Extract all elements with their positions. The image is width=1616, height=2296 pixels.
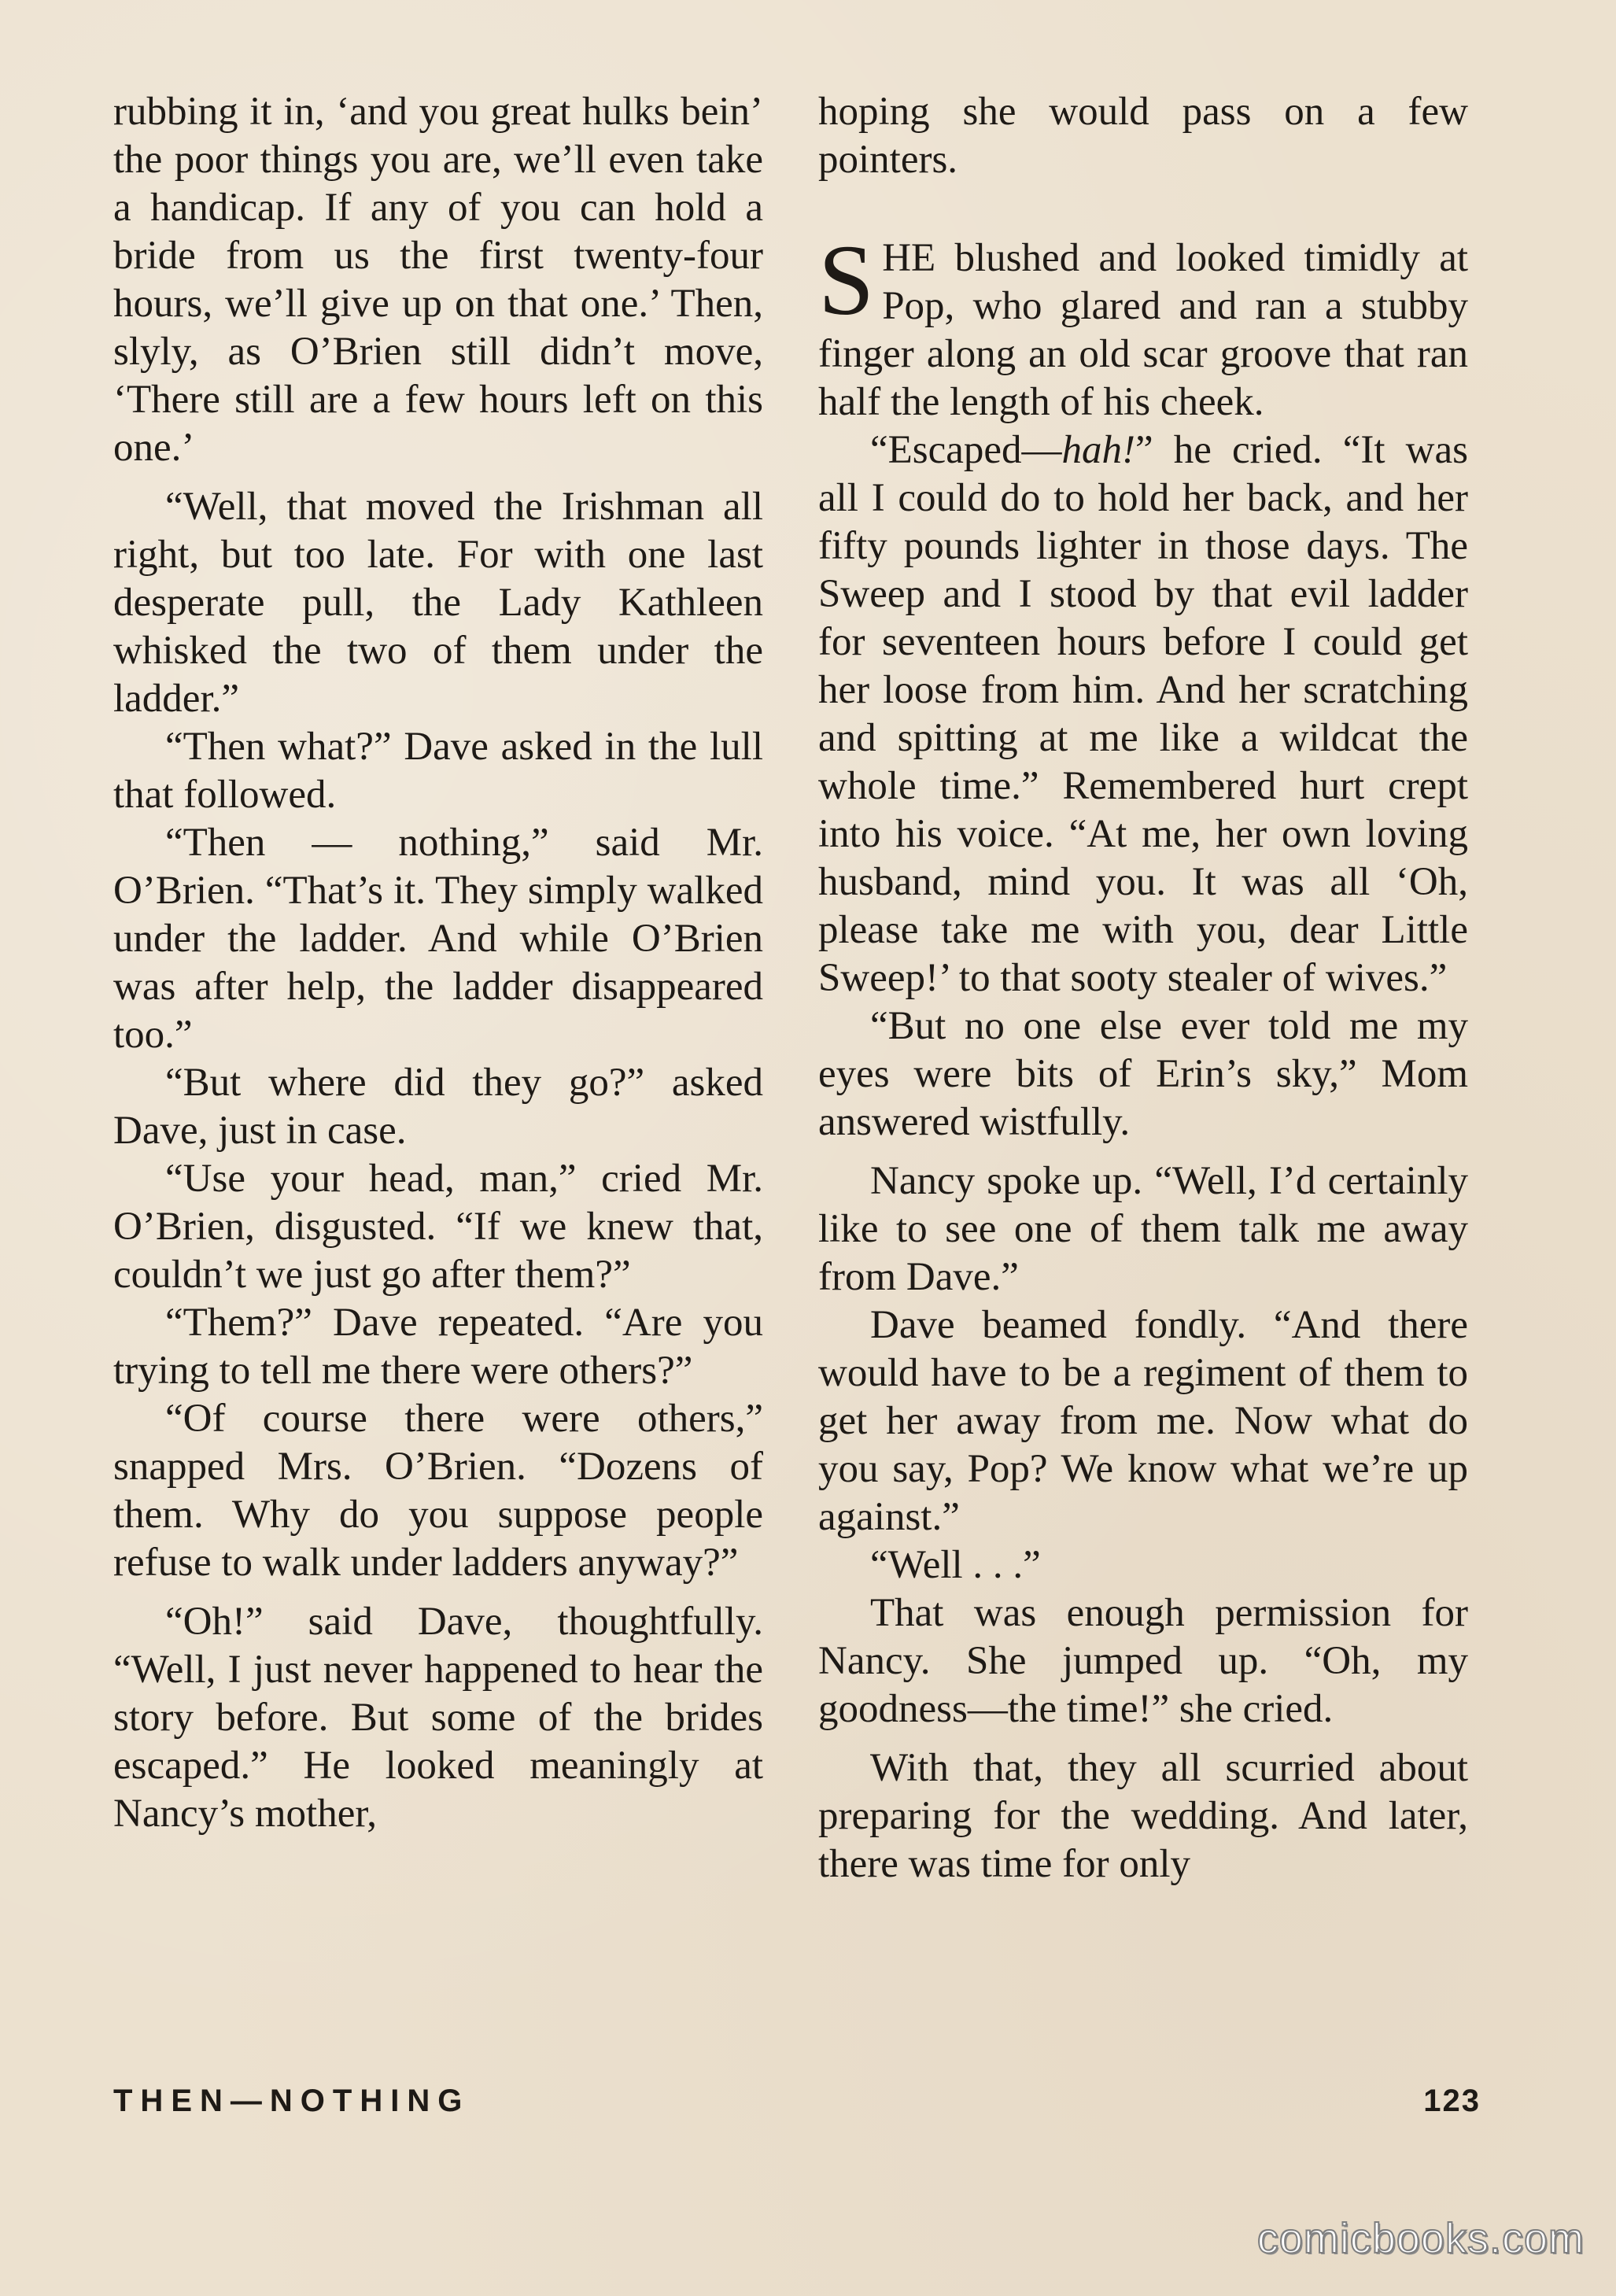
escaped-rest: ” he cried. “It was all I could do to hold her back, and her fifty pounds lighter in those days. The Sweep and I stood by that evil ladder for seventeen hours before I could get her loose from him. And her scratching and spitting at me like a wildcat the whole time.” Remembered hurt crept into his voice. “At me, her own loving husband, mind you. It was all ‘Oh, please take me with you, dear Little Sweep!’ to that sooty stealer of wives.” <box>818 428 1468 1000</box>
watermark: comicbooks.com <box>1256 2215 1585 2262</box>
paragraph: “But no one else ever told me my eyes were bits of Erin’s sky,” Mom answered wistfully. <box>818 1004 1468 1144</box>
dropcap-paragraph-text: HE blushed and looked timidly at Pop, who glared and ran a stubby finger along an old scar groove that ran half the length of his cheek. <box>818 236 1468 424</box>
paragraph: Dave beamed fondly. “And there would have to be a regiment of them to get her away from me. Now what do you say, Pop? We know what we’re up against.” <box>818 1303 1468 1539</box>
paragraph: “Well . . .” <box>870 1543 1041 1587</box>
paragraph: Nancy spoke up. “Well, I’d certainly like to see one of them talk me away from Dave.” <box>818 1159 1468 1299</box>
paragraph: rubbing it in, ‘and you great hulks bein’ the poor things you are, we’ll even take a handicap. If any of you can hold a bride from us the first twenty-four hours, we’ll give up on that one.’ Then, slyly, as O’Brien still didn’t move, ‘There still are a few hours left on this one.’ <box>113 90 763 470</box>
paragraph: “Then what?” Dave asked in the lull that followed. <box>113 725 763 817</box>
page-footer <box>113 2084 1481 2131</box>
paragraph: “Use your head, man,” cried Mr. O’Brien, disgusted. “If we knew that, couldn’t we just go after them?” <box>113 1157 763 1297</box>
paragraph: “Oh!” said Dave, thoughtfully. “Well, I just never happened to hear the story before. But some of the brides escaped.” He looked meaningly at Nancy’s mother, <box>113 1600 763 1836</box>
paragraph-continuation: hoping she would pass on a few pointers. <box>818 90 1468 182</box>
paragraph: “Them?” Dave repeated. “Are you trying to tell me there were others?” <box>113 1301 763 1393</box>
paragraph: That was enough permission for Nancy. She jumped up. “Oh, my goodness—the time!” she cried. <box>818 1591 1468 1731</box>
paragraph: “Well, that moved the Irishman all right, but too late. For with one last desperate pull, the Lady Kathleen whisked the two of them under the ladder.” <box>113 485 763 721</box>
running-title: THEN—NOTHING <box>113 2084 470 2118</box>
dropcap-paragraph <box>818 224 1468 426</box>
escaped-italic: hah! <box>1061 428 1136 472</box>
escaped-open: “Escaped— <box>870 428 1062 472</box>
left-column <box>113 88 763 1838</box>
paragraph <box>818 426 1468 1002</box>
paragraph: “Then — nothing,” said Mr. O’Brien. “That’s it. They simply walked under the ladder. And while O’Brien was after help, the ladder disappeared too.” <box>113 821 763 1057</box>
page-number: 123 <box>1423 2084 1481 2118</box>
paragraph: “Of course there were others,” snapped Mrs. O’Brien. “Dozens of them. Why do you suppose people refuse to walk under ladders anyway?” <box>113 1397 763 1585</box>
paragraph: With that, they all scurried about preparing for the wedding. And later, there was time for only <box>818 1746 1468 1886</box>
drop-cap-letter: S <box>818 224 875 336</box>
right-column <box>818 88 1468 1888</box>
paragraph: “But where did they go?” asked Dave, just in case. <box>113 1061 763 1153</box>
